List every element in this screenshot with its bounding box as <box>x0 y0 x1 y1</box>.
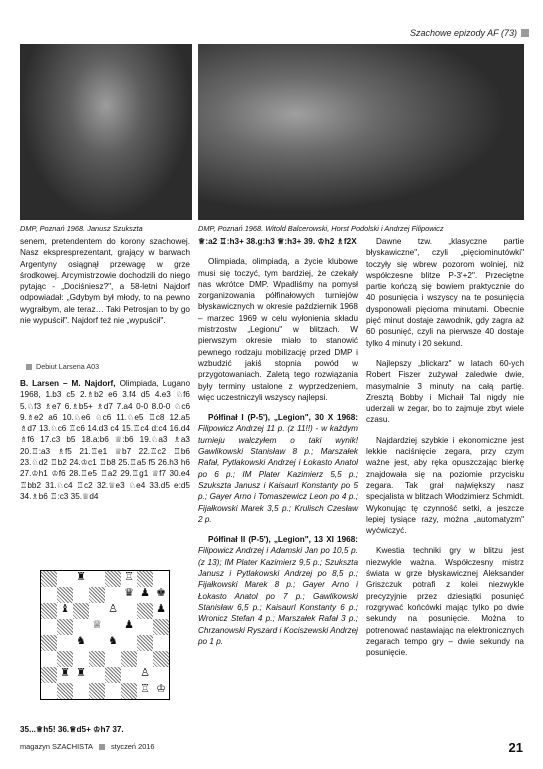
col3-paragraph-4: Kwestia techniki gry w blitzu jest niezwykle ważna. Współczesny mistrz świata w grze błyskawicznej Aleksander Griszczuk potrafi z kolei niezwykle precyzyjnie przez dziesiątki posunięć rozgrywać końcówki mając tylko po dwie sekundy na posunięcie. Można to potrenować nastawiając na elektronicznych zegarach tempo gry – dwie sekundy na posunięcie. <box>366 546 524 658</box>
column-2 <box>198 236 358 656</box>
board-square-e5 <box>105 619 121 635</box>
board-square-g6 <box>137 603 153 619</box>
board-square-e8 <box>105 571 121 587</box>
board-square-g1 <box>137 683 153 699</box>
board-square-f4 <box>121 635 137 651</box>
board-square-e7 <box>105 587 121 603</box>
board-square-c7 <box>73 587 89 603</box>
board-square-d8 <box>89 571 105 587</box>
chess-board <box>40 570 170 700</box>
game-moves: Olimpiada, Lugano 1968, 1.b3 c5 2.♗b2 e6 3.f4 d5 4.e3 ♘f6 5.♘f3 ♗e7 6.♗b5+ ♗d7 7.a4 0-0 8.0-0 ♘c6 9.♗e2 a6 10.♘e6 ♘c6 11.♘e5 ♖c8 12.a5 ♗d7 13.♘c6 ♖c6 14.d3 c4 15.♖c4 d:c4 16.d4 ♗f6 17.c3 b5 18.a:b6 ♕:b6 19.♘a3 ♗a3 20.♖:a3 ♗f5 21.♖e1 ♕b7 22.♖c2 ♖b6 23.♘d2 ♖b2 24.♔c1 ♖b8 25.♖a5 f5 26.h3 h6 27.♔h1 ♔f6 28.♖e5 ♖a2 29.♖g1 ♕f7 30.e4 ♖bb2 31.♘c4 ♖c2 32.♕e3 ♘e4 33.d5 e:d5 34.♗b6 ♖:c3 35.♕d4 <box>20 379 191 501</box>
board-square-b7 <box>57 587 73 603</box>
board-square-b8 <box>57 571 73 587</box>
photo-right-caption: DMP, Poznań 1968. Witold Balcerowski, Horst Podolski i Andrzej Filipowicz <box>198 224 444 233</box>
photo-right <box>198 44 524 220</box>
chess-piece: ♔ <box>153 683 169 699</box>
board-square-g8 <box>137 571 153 587</box>
chess-piece: ♞ <box>73 635 89 651</box>
chess-piece: ♛ <box>121 587 137 603</box>
board-square-a1 <box>41 683 57 699</box>
game-header: B. Larsen – M. Najdorf, <box>20 379 116 388</box>
chess-piece: ♕ <box>89 619 105 635</box>
board-square-a7 <box>41 587 57 603</box>
board-square-e1 <box>105 683 121 699</box>
column-3 <box>366 236 524 667</box>
footer-magazine: magazyn SZACHISTA <box>20 742 93 751</box>
board-square-b6 <box>57 603 73 619</box>
col1-paragraph: senem, pretendentem do korony szachowej. Nasz ekspresprezentant, grający w barwach Argentyny osiągnął przewagę w grze środkowej. Arcymistrzowie dochodzili do niego pytając - „Dociśniesz?", a 58-letni Najdorf odpowiadał: „Gdybym był młody, to na pewno wygrałbym, ale teraz… Taki Petrosjan to by go nie wypuścił". Najdorf też nie „wypuścił". <box>20 237 190 326</box>
chess-piece: ♜ <box>73 571 89 587</box>
board-square-a6 <box>41 603 57 619</box>
chess-piece: ♟ <box>137 587 153 603</box>
chess-piece: ♞ <box>105 635 121 651</box>
board-square-b2 <box>57 667 73 683</box>
semifinal-2-heading: Półfinał II (P-5'), „Legion", 13 XI 1968: <box>208 535 358 545</box>
board-square-g4 <box>137 635 153 651</box>
chess-piece: ♙ <box>105 603 121 619</box>
board-square-d7 <box>89 587 105 603</box>
photo-left <box>20 44 192 220</box>
chess-piece: ♙ <box>137 667 153 683</box>
chess-piece: ♟ <box>121 619 137 635</box>
running-header <box>410 28 529 38</box>
board-square-f7 <box>121 587 137 603</box>
board-square-d5 <box>89 619 105 635</box>
after-diagram <box>20 724 195 735</box>
board-square-g7 <box>137 587 153 603</box>
board-square-d2 <box>89 667 105 683</box>
board-square-b4 <box>57 635 73 651</box>
board-square-a8 <box>41 571 57 587</box>
board-square-e4 <box>105 635 121 651</box>
board-square-f6 <box>121 603 137 619</box>
column-1 <box>20 236 190 335</box>
board-square-d3 <box>89 651 105 667</box>
chess-piece: ♖ <box>137 683 153 699</box>
footer-square-icon <box>99 744 105 750</box>
board-square-h6 <box>153 603 169 619</box>
col3-paragraph-3: Najdardziej szybkie i ekonomiczne jest lekkie naciśnięcie zegara, przy czym ważne jest, aby ręka opuszczając bierkę znajdowała się na poziomie przycisku zegara. Tak grał największy nasz specjalista w blitzach Włodzimierz Schmidt. Wykonując tę czynność setki, a jeszcze lepiej tysiące razy, można „automatyzm" wyćwiczyć. <box>366 435 524 536</box>
chess-diagram <box>40 570 168 698</box>
header-square-icon <box>521 29 529 37</box>
board-square-h7 <box>153 587 169 603</box>
chess-piece: ♝ <box>57 603 73 619</box>
board-square-b5 <box>57 619 73 635</box>
board-square-g5 <box>137 619 153 635</box>
board-square-b1 <box>57 683 73 699</box>
board-square-c2 <box>73 667 89 683</box>
board-square-a2 <box>41 667 57 683</box>
chess-piece: ♜ <box>73 667 89 683</box>
page-footer <box>20 742 155 751</box>
tag-square-icon <box>26 364 32 370</box>
semifinal-1-heading: Półfinał I (P-5'), „Legion", 30 X 1968: <box>208 413 358 423</box>
board-square-h8 <box>153 571 169 587</box>
board-square-f3 <box>121 651 137 667</box>
board-square-e6 <box>105 603 121 619</box>
semifinal-1-results: Filipowicz Andrzej 11 p. (z 11!!) - w każdym turnieju walczyłem o taki wynik! Gawlikowski Stanisław 8 p.; Marszałek Rafał, Pytlakowski Andrzej i Łokasto Anatol po 6 p.; IM Plater Kazimierz 5,5 p.; Szukszta Janusz i Kaisaurl Konstanty po 5 p.; Gayer Arno i Tomaszewicz Leon po 4 p.; Fijałkowski Marek 3,5 p.; Krulisch Czesław 2 p. <box>198 424 358 524</box>
board-square-d6 <box>89 603 105 619</box>
board-square-d4 <box>89 635 105 651</box>
board-square-c8 <box>73 571 89 587</box>
board-square-h5 <box>153 619 169 635</box>
board-square-a3 <box>41 651 57 667</box>
board-square-f5 <box>121 619 137 635</box>
board-square-f2 <box>121 667 137 683</box>
board-square-h4 <box>153 635 169 651</box>
opening-tag-label: Debiut Larsena A03 <box>36 362 100 371</box>
board-square-f1 <box>121 683 137 699</box>
semifinal-2-results: Filipowicz Andrzej i Adamski Jan po 10,5 p.(z 13); IM Plater Kazimierz 9,5 p.; Szukszta Janusz i Pytlakowski Andrzej po 8,5 p.; Fijałkowski Marek 8 p.; Gayer Arno i Łokasto Anatol po 7 p.; Gawlikowski Stanisław 6,5 p.; Kaisaurl Konstanty 6 p.; Wronicz Stefan 4 p.; Marszałek Rafał 3 p.; Chrzanowski Ryszard i Kociszewski Andrzej po 1 p. <box>198 546 358 646</box>
board-square-h3 <box>153 651 169 667</box>
col3-paragraph-2: Najlepszy „blickarz" w latach 60-ych Robert Fiszer zużywał zaledwie dwie, masymalnie 3 minuty na całą partię. Zresztą Bobby i Michaił Tal nigdy nie uderzali w zegar, bo to zajmuje zbyt wiele czasu. <box>366 358 524 425</box>
chess-piece: ♖ <box>121 571 137 587</box>
chess-piece: ♜ <box>57 667 73 683</box>
after-diagram-moves: 35...♕h5! 36.♕d5+ ♔h7 37. <box>20 725 124 734</box>
board-square-c4 <box>73 635 89 651</box>
photo-left-caption: DMP, Poznań 1968. Janusz Szukszta <box>20 224 143 233</box>
board-square-c1 <box>73 683 89 699</box>
chess-piece: ♚ <box>153 587 169 603</box>
board-square-b3 <box>57 651 73 667</box>
board-square-c5 <box>73 619 89 635</box>
chess-piece: ♟ <box>153 603 169 619</box>
board-square-e2 <box>105 667 121 683</box>
board-square-a4 <box>41 635 57 651</box>
board-square-c6 <box>73 603 89 619</box>
board-square-e3 <box>105 651 121 667</box>
board-square-h2 <box>153 667 169 683</box>
col2-top-moves: ♕:a2 ♖:h3+ 38.g:h3 ♕:h3+ 39. ♔h2 ♗f2X <box>198 237 357 246</box>
opening-tag <box>26 362 99 371</box>
board-square-c3 <box>73 651 89 667</box>
board-square-d1 <box>89 683 105 699</box>
col2-paragraph-1: Olimpiada, olimpiadą, a życie klubowe musi się toczyć, tym bardziej, że czekały nas wkrótce DMP. Wpadliśmy na pomysł zorganizowania półfinałowych turniejów błyskawicznych w okresie październik 1968 – marzec 1969 w celu wyłonienia składu mistrzostw „Legionu" w blitzach. W pierwszym okresie miało to stanowić pewnego rodzaju mobilizację przed DMP i wzbudzić jakiś stopnia powód w przygotowaniach. Zaletą tego rozwiązania były terminy ustalone z wyprzedzeniem, więc uczestniczyli wszyscy najlepsi. <box>198 257 358 402</box>
footer-issue: styczeń 2016 <box>110 742 155 751</box>
board-square-f8 <box>121 571 137 587</box>
board-square-a5 <box>41 619 57 635</box>
running-title: Szachowe epizody AF (73) <box>409 28 517 38</box>
board-square-h1 <box>153 683 169 699</box>
col3-paragraph-1: Dawne tzw. „klasyczne partie błyskawiczne", czyli „pięciominutówki" toczyły się wbrew pozorom wolniej, niż współczesne blitze P-3'+2". Przeciętne partie kończą się bowiem praktycznie do 40 posunięcia i wszyscy na te posunięcia dysponowali pięcioma minutami. Obecnie pięć minut dostaje zawodnik, gdy zagra aż 60 posunięć, czyli na pierwsze 40 dostaje tylko 4 minuty i 20 sekund. <box>366 237 524 348</box>
game-score <box>20 378 190 502</box>
board-square-g3 <box>137 651 153 667</box>
board-square-g2 <box>137 667 153 683</box>
page-number: 21 <box>508 740 523 755</box>
